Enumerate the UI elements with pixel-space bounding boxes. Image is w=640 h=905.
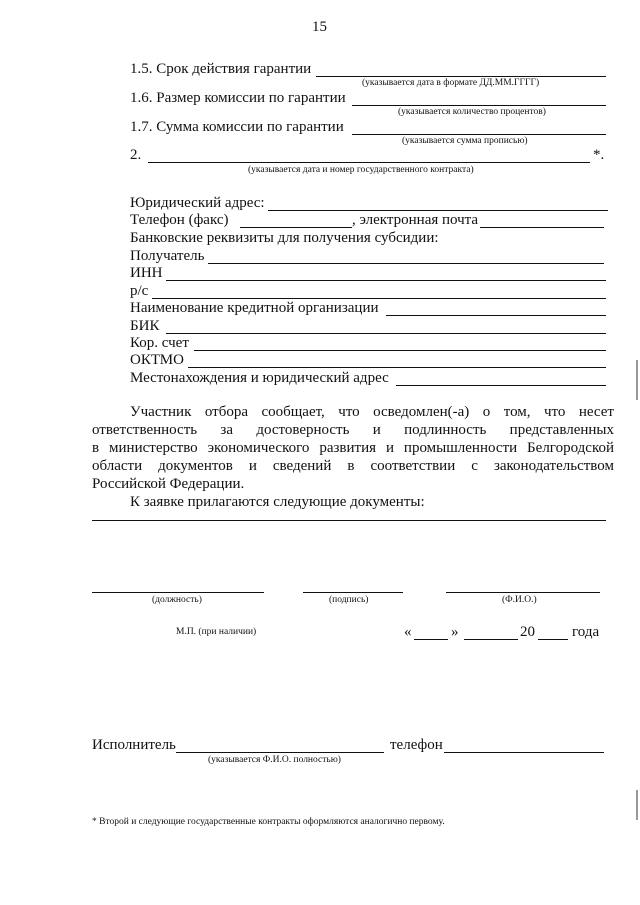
date-year-suffix: года <box>572 624 600 640</box>
executor-field[interactable] <box>176 752 384 753</box>
item-1-5-label: 1.5. Срок действия гарантии <box>130 61 312 77</box>
item-1-7-label: 1.7. Сумма комиссии по гарантии <box>130 119 344 135</box>
legal-address-field[interactable] <box>268 210 608 211</box>
corr-account-label: Кор. счет <box>130 335 189 351</box>
bik-label: БИК <box>130 318 160 334</box>
statement-line: Российской Федерации. <box>92 476 245 492</box>
location-label: Местонахождения и юридический адрес <box>130 370 389 386</box>
date-year-field[interactable] <box>538 639 568 640</box>
item-1-7-hint: (указывается сумма прописью) <box>402 136 528 146</box>
inn-field[interactable] <box>166 280 606 281</box>
bik-field[interactable] <box>166 333 606 334</box>
item-1-6-label: 1.6. Размер комиссии по гарантии <box>130 90 346 106</box>
account-field[interactable] <box>152 298 606 299</box>
oktmo-field[interactable] <box>188 367 606 368</box>
phone-field[interactable] <box>240 227 352 228</box>
scan-margin-mark <box>636 360 638 400</box>
recipient-label: Получатель <box>130 248 205 264</box>
bank-name-label: Наименование кредитной организации <box>130 300 379 316</box>
item-1-6-hint: (указывается количество процентов) <box>398 107 546 117</box>
item-1-5-hint: (указывается дата в формате ДД.ММ.ГГГГ) <box>362 78 540 88</box>
statement-line: Участник отбора сообщает, что осведомлен(-а) о том, что несет <box>130 404 614 420</box>
position-field[interactable] <box>92 592 264 593</box>
phone-label: Телефон (факс) <box>130 212 229 228</box>
statement-line: ответственность за достоверность и подлинность представленных <box>92 422 614 438</box>
position-caption: (должность) <box>152 595 202 605</box>
bank-name-field[interactable] <box>386 315 606 316</box>
seal-caption: М.П. (при наличии) <box>176 627 257 637</box>
executor-phone-label: телефон <box>390 737 443 753</box>
executor-phone-field[interactable] <box>444 752 604 753</box>
legal-address-label: Юридический адрес: <box>130 195 265 211</box>
item-1-7-field[interactable] <box>352 134 606 135</box>
statement-line: области документов и сведений в соответствии с законодательством <box>92 458 614 474</box>
signature-field[interactable] <box>303 592 403 593</box>
item-2-hint: (указывается дата и номер государственного контракта) <box>248 165 474 175</box>
attachments-label: К заявке прилагаются следующие документы: <box>130 494 425 510</box>
executor-label: Исполнитель <box>92 737 176 753</box>
scan-margin-mark <box>636 790 638 820</box>
item-1-5-field[interactable] <box>316 76 606 77</box>
account-label: р/с <box>130 283 149 299</box>
location-field[interactable] <box>396 385 606 386</box>
date-month-field[interactable] <box>464 639 518 640</box>
item-2-label: 2. <box>130 147 142 163</box>
date-open-quote: « <box>404 624 412 640</box>
corr-account-field[interactable] <box>194 350 606 351</box>
signature-caption: (подпись) <box>329 595 369 605</box>
bank-details-heading: Банковские реквизиты для получения субсидии: <box>130 230 439 246</box>
full-name-field[interactable] <box>446 592 600 593</box>
full-name-caption: (Ф.И.О.) <box>502 595 537 605</box>
date-day-field[interactable] <box>414 639 448 640</box>
email-field[interactable] <box>480 227 604 228</box>
statement-paragraph <box>92 403 614 493</box>
item-2-field[interactable] <box>148 162 590 163</box>
executor-hint: (указывается Ф.И.О. полностью) <box>208 755 341 765</box>
email-label: , электронная почта <box>352 212 479 228</box>
inn-label: ИНН <box>130 265 163 281</box>
page-number: 15 <box>312 19 327 35</box>
footnote: * Второй и следующие государственные контракты оформляются аналогично первому. <box>92 817 445 827</box>
item-2-footnote-mark: *. <box>593 147 605 163</box>
statement-line: в министерство экономического развития и промышленности Белгородской <box>92 440 614 456</box>
recipient-field[interactable] <box>208 263 604 264</box>
date-close-quote: » <box>451 624 459 640</box>
item-1-6-field[interactable] <box>352 105 606 106</box>
oktmo-label: ОКТМО <box>130 352 184 368</box>
date-year-prefix: 20 <box>520 624 535 640</box>
attachments-field[interactable] <box>92 520 606 521</box>
